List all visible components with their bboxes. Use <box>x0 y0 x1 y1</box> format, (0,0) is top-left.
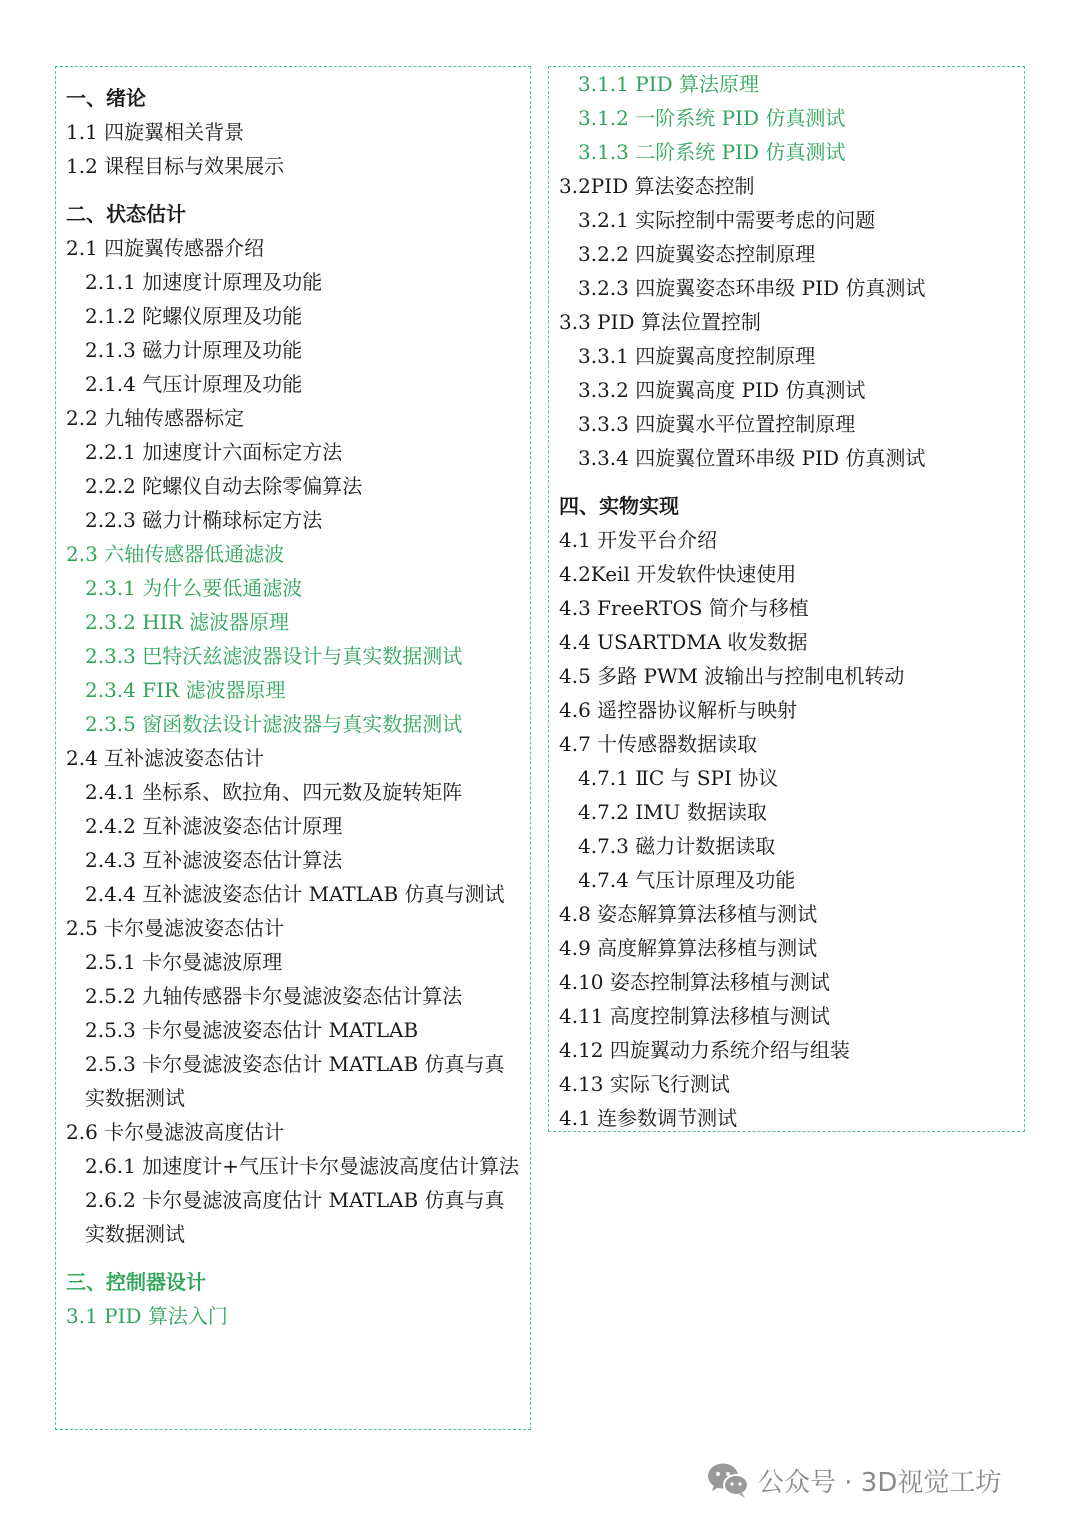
wechat-icon <box>706 1460 750 1500</box>
watermark <box>706 1460 1001 1500</box>
toc-entry: 2.1.2 陀螺仪原理及功能 <box>85 304 303 328</box>
toc-entry: 2.3 六轴传感器低通滤波 <box>66 542 285 566</box>
toc-entry: 4.11 高度控制算法移植与测试 <box>559 1004 830 1028</box>
toc-heading: 四、实物实现 <box>559 494 679 518</box>
toc-entry: 2.5.2 九轴传感器卡尔曼滤波姿态估计算法 <box>85 984 463 1008</box>
toc-entry: 2.4 互补滤波姿态估计 <box>66 746 265 770</box>
toc-entry: 3.2.1 实际控制中需要考虑的问题 <box>578 208 876 232</box>
toc-entry: 2.4.4 互补滤波姿态估计 MATLAB 仿真与测试 <box>85 882 505 906</box>
toc-entry: 1.2 课程目标与效果展示 <box>66 154 285 178</box>
toc-entry: 3.3.3 四旋翼水平位置控制原理 <box>578 412 856 436</box>
toc-entry: 3.3.4 四旋翼位置环串级 PID 仿真测试 <box>578 446 926 470</box>
toc-entry: 4.4 USARTDMA 收发数据 <box>559 630 808 654</box>
toc-right-column <box>548 66 1025 1132</box>
toc-heading: 三、控制器设计 <box>66 1270 206 1294</box>
toc-entry: 4.7 十传感器数据读取 <box>559 732 758 756</box>
toc-entry: 4.7.3 磁力计数据读取 <box>578 834 776 858</box>
toc-entry: 2.3.3 巴特沃兹滤波器设计与真实数据测试 <box>85 644 463 668</box>
toc-entry: 4.5 多路 PWM 波输出与控制电机转动 <box>559 664 905 688</box>
toc-entry: 2.6 卡尔曼滤波高度估计 <box>66 1120 285 1144</box>
toc-entry: 2.4.3 互补滤波姿态估计算法 <box>85 848 343 872</box>
toc-entry: 2.5.3 卡尔曼滤波姿态估计 MATLAB 仿真与真实数据测试 <box>85 1052 505 1110</box>
toc-entry: 2.6.2 卡尔曼滤波高度估计 MATLAB 仿真与真实数据测试 <box>85 1188 505 1246</box>
toc-entry: 4.12 四旋翼动力系统介绍与组装 <box>559 1038 850 1062</box>
toc-entry: 4.9 高度解算算法移植与测试 <box>559 936 818 960</box>
toc-entry: 4.1 开发平台介绍 <box>559 528 718 552</box>
toc-entry: 2.1 四旋翼传感器介绍 <box>66 236 265 260</box>
toc-entry: 2.1.3 磁力计原理及功能 <box>85 338 303 362</box>
toc-entry: 2.5.1 卡尔曼滤波原理 <box>85 950 283 974</box>
toc-entry: 3.1.2 一阶系统 PID 仿真测试 <box>578 106 846 130</box>
toc-entry: 3.3 PID 算法位置控制 <box>559 310 761 334</box>
toc-entry: 4.7.4 气压计原理及功能 <box>578 868 796 892</box>
toc-entry: 2.5 卡尔曼滤波姿态估计 <box>66 916 285 940</box>
toc-entry: 2.3.4 FIR 滤波器原理 <box>85 678 286 702</box>
toc-left-column <box>55 66 531 1430</box>
toc-entry: 3.1 PID 算法入门 <box>66 1304 228 1328</box>
toc-entry: 2.3.2 HIR 滤波器原理 <box>85 610 290 634</box>
toc-entry: 2.2.3 磁力计椭球标定方法 <box>85 508 323 532</box>
toc-entry: 2.2.1 加速度计六面标定方法 <box>85 440 343 464</box>
toc-entry: 4.13 实际飞行测试 <box>559 1072 730 1096</box>
toc-entry: 3.2PID 算法姿态控制 <box>559 174 755 198</box>
toc-entry: 2.5.3 卡尔曼滤波姿态估计 MATLAB <box>85 1018 419 1042</box>
toc-entry: 4.1 连参数调节测试 <box>559 1106 738 1130</box>
toc-entry: 3.3.2 四旋翼高度 PID 仿真测试 <box>578 378 866 402</box>
toc-entry: 2.4.1 坐标系、欧拉角、四元数及旋转矩阵 <box>85 780 463 804</box>
toc-entry: 2.1.1 加速度计原理及功能 <box>85 270 323 294</box>
toc-entry: 4.7.2 IMU 数据读取 <box>578 800 767 824</box>
toc-entry: 4.10 姿态控制算法移植与测试 <box>559 970 830 994</box>
toc-entry: 2.2.2 陀螺仪自动去除零偏算法 <box>85 474 363 498</box>
watermark-text: 公众号 · 3D视觉工坊 <box>758 1467 1002 1498</box>
toc-entry: 4.3 FreeRTOS 简介与移植 <box>559 596 809 620</box>
toc-entry: 1.1 四旋翼相关背景 <box>66 120 245 144</box>
toc-entry: 3.1.1 PID 算法原理 <box>578 72 759 96</box>
toc-entry: 2.2 九轴传感器标定 <box>66 406 245 430</box>
toc-entry: 3.3.1 四旋翼高度控制原理 <box>578 344 816 368</box>
toc-entry: 4.2Keil 开发软件快速使用 <box>559 562 797 586</box>
toc-entry: 3.1.3 二阶系统 PID 仿真测试 <box>578 140 846 164</box>
toc-entry: 4.7.1 ⅡC 与 SPI 协议 <box>578 766 779 790</box>
toc-heading: 一、绪论 <box>66 86 146 110</box>
toc-entry: 3.2.3 四旋翼姿态环串级 PID 仿真测试 <box>578 276 926 300</box>
toc-entry: 2.3.5 窗函数法设计滤波器与真实数据测试 <box>85 712 463 736</box>
toc-entry: 4.6 遥控器协议解析与映射 <box>559 698 798 722</box>
toc-entry: 3.2.2 四旋翼姿态控制原理 <box>578 242 816 266</box>
toc-entry: 2.1.4 气压计原理及功能 <box>85 372 303 396</box>
toc-entry: 2.4.2 互补滤波姿态估计原理 <box>85 814 343 838</box>
toc-entry: 2.6.1 加速度计+气压计卡尔曼滤波高度估计算法 <box>85 1154 520 1178</box>
toc-heading: 二、状态估计 <box>66 202 186 226</box>
toc-entry: 4.8 姿态解算算法移植与测试 <box>559 902 818 926</box>
toc-entry: 2.3.1 为什么要低通滤波 <box>85 576 303 600</box>
